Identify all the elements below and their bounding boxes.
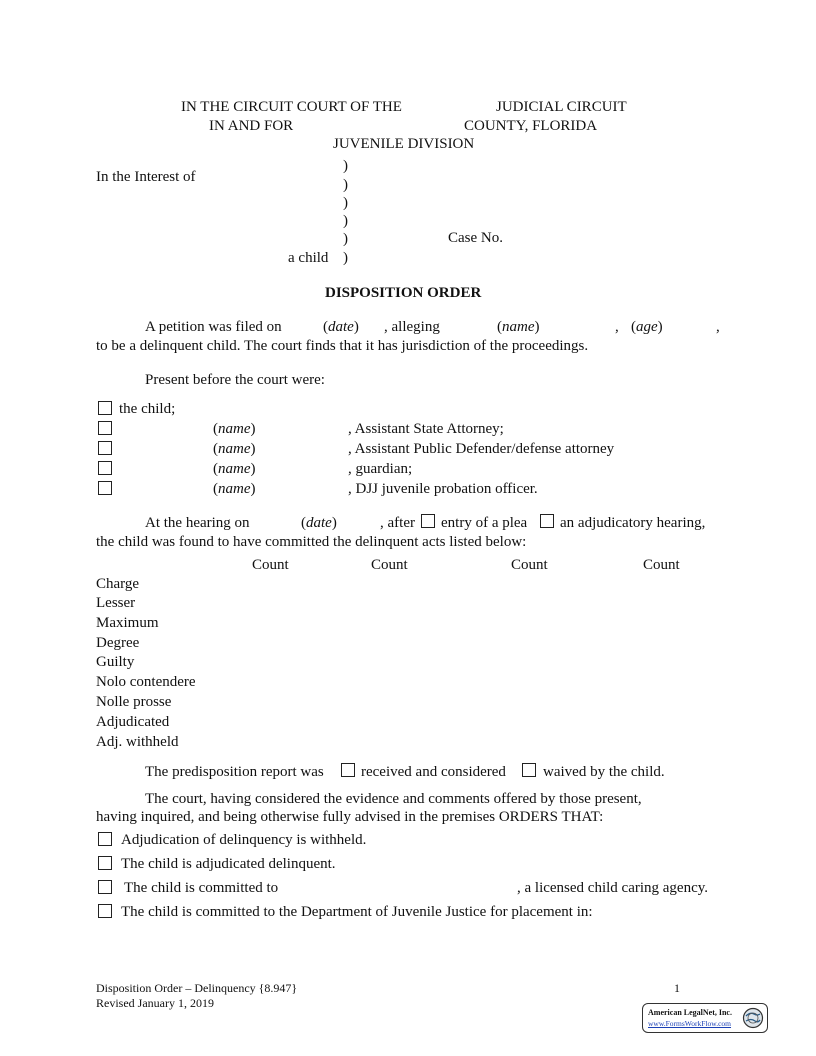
caption-paren: )	[343, 213, 348, 229]
page-number: 1	[674, 981, 680, 995]
hearing-text-2: , after	[380, 515, 415, 531]
count-row-label: Adjudicated	[96, 714, 170, 730]
name-hint: (name)	[213, 461, 256, 477]
court-line1-right: JUDICIAL CIRCUIT	[496, 99, 627, 115]
caption-paren: )	[343, 158, 348, 174]
caption-paren: )	[343, 231, 348, 247]
withheld-label: Adjudication of delinquency is withheld.	[121, 832, 367, 848]
a-child-label: a child	[288, 250, 329, 266]
defense-label: , Assistant Public Defender/defense attorney	[348, 441, 615, 457]
footer-form-id: Disposition Order – Delinquency {8.947}	[96, 981, 298, 995]
count-row-label: Maximum	[96, 615, 159, 631]
guardian-label: , guardian;	[348, 461, 413, 477]
report-waived-checkbox[interactable]	[522, 763, 536, 777]
petition-line-2: to be a delinquent child. The court finds that it has jurisdiction of the proceedings.	[96, 338, 589, 354]
name-hint: (name)	[213, 481, 256, 497]
djj-present-checkbox[interactable]	[98, 481, 112, 495]
count-header: Count	[371, 557, 408, 573]
caption-paren: )	[343, 177, 348, 193]
case-no-label: Case No.	[448, 230, 503, 246]
count-header: Count	[511, 557, 548, 573]
in-interest-label: In the Interest of	[96, 169, 196, 185]
count-row-label: Charge	[96, 576, 140, 592]
logo-company: American LegalNet, Inc.	[648, 1008, 732, 1017]
withheld-checkbox[interactable]	[98, 832, 112, 846]
asa-label: , Assistant State Attorney;	[348, 421, 504, 437]
count-row-label: Adj. withheld	[96, 734, 179, 750]
adjudicated-checkbox[interactable]	[98, 856, 112, 870]
court-line-2: having inquired, and being otherwise fully advised in the premises ORDERS THAT:	[96, 809, 604, 825]
committed-djj-checkbox[interactable]	[98, 904, 112, 918]
committed-agency-checkbox[interactable]	[98, 880, 112, 894]
name-hint: (name)	[213, 441, 256, 457]
caption-paren: )	[343, 250, 348, 266]
plea-label: entry of a plea	[441, 515, 528, 531]
committed-agency-suffix: , a licensed child caring agency.	[517, 880, 709, 896]
date-hint: date	[328, 319, 354, 335]
petition-comma: ,	[615, 319, 619, 335]
report-waived-label: waived by the child.	[543, 764, 665, 780]
child-present-checkbox[interactable]	[98, 401, 112, 415]
count-row-label: Nolle prosse	[96, 694, 172, 710]
logo-url[interactable]: www.FormsWorkFlow.com	[648, 1019, 732, 1028]
petition-text-1: A petition was filed on	[145, 319, 282, 335]
petition-name-hint: (name)	[497, 319, 540, 335]
count-row-label: Guilty	[96, 654, 135, 670]
predisposition-text: The predisposition report was	[145, 764, 324, 780]
hearing-date-hint: (date)	[301, 515, 337, 531]
adjudicated-label: The child is adjudicated delinquent.	[121, 856, 336, 872]
court-line-1: The court, having considered the evidence and comments offered by those present,	[145, 791, 642, 807]
guardian-present-checkbox[interactable]	[98, 461, 112, 475]
hearing-text-1: At the hearing on	[145, 515, 250, 531]
asa-present-checkbox[interactable]	[98, 421, 112, 435]
petition-comma: ,	[716, 319, 720, 335]
publisher-logo[interactable]	[642, 1003, 768, 1033]
court-division: JUVENILE DIVISION	[333, 136, 475, 152]
count-header: Count	[252, 557, 289, 573]
count-header: Count	[643, 557, 680, 573]
court-line1-left: IN THE CIRCUIT COURT OF THE	[181, 99, 402, 115]
defense-present-checkbox[interactable]	[98, 441, 112, 455]
adjudicatory-hearing-label: an adjudicatory hearing,	[560, 515, 706, 531]
age-hint: age	[636, 319, 658, 335]
count-row-label: Nolo contendere	[96, 674, 196, 690]
count-row-label: Lesser	[96, 595, 136, 611]
report-received-checkbox[interactable]	[341, 763, 355, 777]
djj-label: , DJJ juvenile probation officer.	[348, 481, 538, 497]
petition-date-hint: (date)	[323, 319, 359, 335]
name-hint: (name)	[213, 421, 256, 437]
footer-revised: Revised January 1, 2019	[96, 996, 214, 1010]
date-hint: date	[306, 515, 332, 531]
present-intro: Present before the court were:	[145, 372, 325, 388]
hearing-line-2: the child was found to have committed the delinquent acts listed below:	[96, 534, 527, 550]
committed-agency-label: The child is committed to	[124, 880, 279, 896]
name-hint: name	[502, 319, 535, 335]
adjudicatory-hearing-checkbox[interactable]	[540, 514, 554, 528]
count-row-label: Degree	[96, 635, 140, 651]
report-received-label: received and considered	[361, 764, 506, 780]
court-line2-left: IN AND FOR	[209, 118, 294, 134]
petition-text-2: , alleging	[384, 319, 440, 335]
globe-icon	[742, 1007, 764, 1029]
caption-paren: )	[343, 195, 348, 211]
page-title: DISPOSITION ORDER	[325, 285, 482, 301]
plea-checkbox[interactable]	[421, 514, 435, 528]
court-line2-right: COUNTY, FLORIDA	[464, 118, 598, 134]
petition-age-hint: (age)	[631, 319, 663, 335]
child-present-label: the child;	[119, 401, 176, 417]
committed-djj-label: The child is committed to the Department of Juvenile Justice for placement in:	[121, 904, 593, 920]
